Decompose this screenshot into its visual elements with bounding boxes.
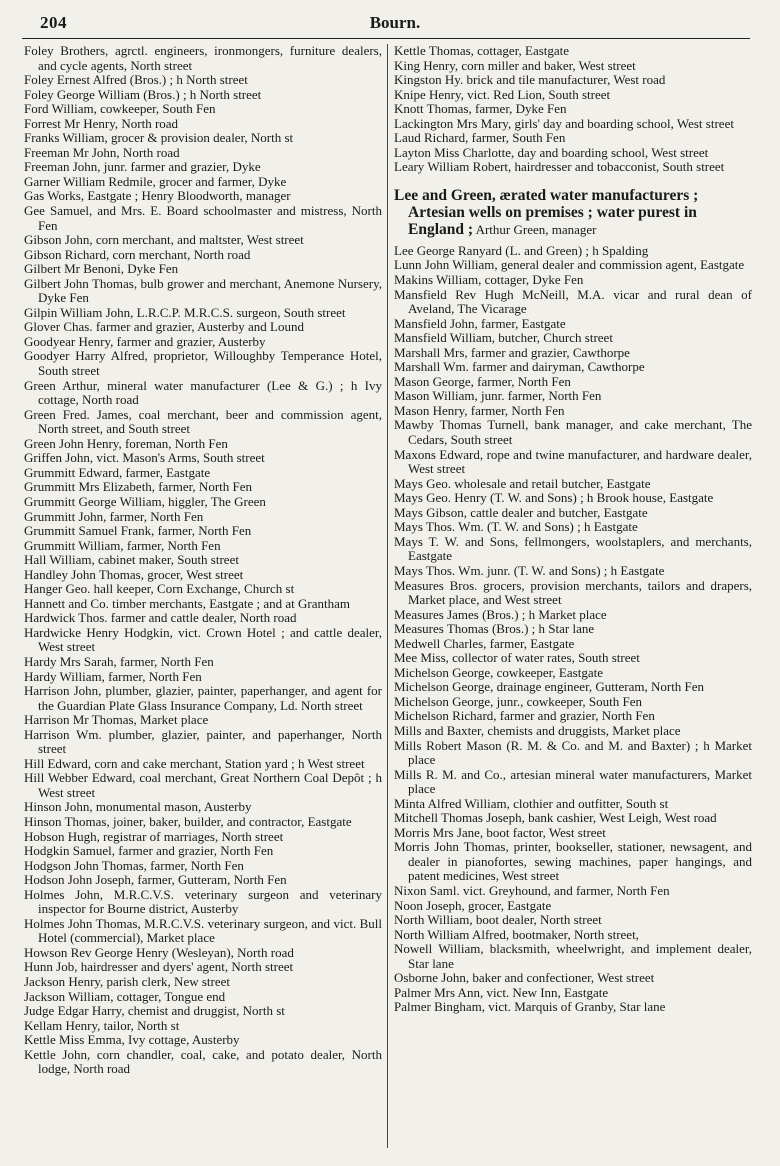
directory-entry: Hannett and Co. timber merchants, Eastgate ; and at Grantham: [24, 595, 350, 611]
directory-entry: Maxons Edward, rope and twine manufacturer, and hardware dealer, West street: [394, 446, 752, 477]
left-column: [24, 44, 382, 1077]
directory-entry: Hobson Hugh, registrar of marriages, North street: [24, 828, 284, 844]
directory-entry: Hardy William, farmer, North Fen: [24, 668, 202, 684]
directory-entry: King Henry, corn miller and baker, West street: [394, 57, 636, 73]
directory-entry: Noon Joseph, grocer, Eastgate: [394, 897, 552, 913]
directory-entry: Kettle Miss Emma, Ivy cottage, Austerby: [24, 1032, 240, 1048]
directory-entry: Gas Works, Eastgate ; Henry Bloodworth, manager: [24, 188, 291, 204]
directory-entry: Palmer Bingham, vict. Marquis of Granby, Star lane: [394, 999, 666, 1015]
directory-entry: Mays Thos. Wm. junr. (T. W. and Sons) ; h Eastgate: [394, 562, 665, 578]
directory-entry: Lee George Ranyard (L. and Green) ; h Spalding: [394, 242, 649, 258]
directory-entry: North William, boot dealer, North street: [394, 912, 602, 928]
directory-entry: Mansfield William, butcher, Church street: [394, 330, 613, 346]
directory-entry: Griffen John, vict. Mason's Arms, South street: [24, 450, 265, 466]
right-column-bottom: [394, 244, 752, 1015]
directory-entry: Mays Geo. Henry (T. W. and Sons) ; h Brook house, Eastgate: [394, 490, 714, 506]
directory-entry: Grummitt Samuel Frank, farmer, North Fen: [24, 523, 252, 539]
directory-entry: Measures James (Bros.) ; h Market place: [394, 606, 607, 622]
page-header: [40, 13, 750, 39]
directory-entry: Grummitt John, farmer, North Fen: [24, 508, 204, 524]
directory-entry: Measures Thomas (Bros.) ; h Star lane: [394, 621, 595, 637]
directory-entry: Marshall Mrs, farmer and grazier, Cawthorpe: [394, 344, 630, 360]
page-number: 204: [40, 13, 67, 32]
directory-entry: Measures Bros. grocers, provision merchants, tailors and drapers, Market place, and West street: [394, 577, 752, 608]
directory-entry: Garner William Redmile, grocer and farmer, Dyke: [24, 173, 287, 189]
directory-entry: Mason George, farmer, North Fen: [394, 373, 571, 389]
directory-entry: Handley John Thomas, grocer, West street: [24, 566, 244, 582]
directory-entry: Foley George William (Bros.) ; h North street: [24, 86, 262, 102]
directory-entry: Franks William, grocer & provision dealer, North st: [24, 130, 294, 146]
directory-entry: Hanger Geo. hall keeper, Corn Exchange, Church st: [24, 581, 295, 597]
directory-entry: Mason Henry, farmer, North Fen: [394, 402, 565, 418]
directory-entry: Hunn Job, hairdresser and dyers' agent, North street: [24, 959, 294, 975]
directory-entry: Kellam Henry, tailor, North st: [24, 1017, 180, 1033]
directory-entry: Laud Richard, farmer, South Fen: [394, 130, 566, 146]
directory-entry: Grummitt Edward, farmer, Eastgate: [24, 464, 211, 480]
directory-entry: Ford William, cowkeeper, South Fen: [24, 101, 216, 117]
directory-entry: Layton Miss Charlotte, day and boarding school, West street: [394, 144, 709, 160]
directory-entry: Hill Webber Edward, coal merchant, Great Northern Coal Depôt ; h West street: [24, 770, 382, 800]
directory-entry: Hardy Mrs Sarah, farmer, North Fen: [24, 653, 214, 669]
directory-entry: Gibson John, corn merchant, and maltster, West street: [24, 232, 304, 248]
directory-entry: Gilbert John Thomas, bulb grower and merchant, Anemone Nursery, Dyke Fen: [24, 275, 382, 306]
directory-entry: Palmer Mrs Ann, vict. New Inn, Eastgate: [394, 984, 609, 1000]
directory-entry: Forrest Mr Henry, North road: [24, 115, 179, 131]
directory-entry: Green Fred. James, coal merchant, beer and commission agent, North street, and South street: [24, 406, 382, 437]
directory-entry: Mansfield Rev Hugh McNeill, M.A. vicar and rural dean of Aveland, The Vicarage: [394, 286, 752, 317]
advertisement-bold-text: Lee and Green, ærated water manufacturers ; Artesian wells on premises ; water purest in England ;: [394, 186, 699, 238]
advertisement-normal-text: Arthur Green, manager: [473, 221, 597, 237]
directory-entry: Judge Edgar Harry, chemist and druggist, North st: [24, 1003, 285, 1019]
directory-entry: Hall William, cabinet maker, South street: [24, 552, 239, 568]
directory-entry: Foley Brothers, agrctl. engineers, ironmongers, furniture dealers, and cycle agents, North street: [24, 43, 382, 73]
directory-entry: Hodson John Joseph, farmer, Gutteram, North Fen: [24, 872, 287, 888]
directory-entry: Minta Alfred William, clothier and outfitter, South st: [394, 795, 669, 811]
directory-entry: Hinson John, monumental mason, Austerby: [24, 799, 252, 815]
directory-entry: Mason William, junr. farmer, North Fen: [394, 388, 602, 404]
directory-entry: North William Alfred, bootmaker, North street,: [394, 926, 639, 942]
directory-entry: Gibson Richard, corn merchant, North road: [24, 246, 251, 262]
directory-entry: Marshall Wm. farmer and dairyman, Cawthorpe: [394, 359, 645, 375]
directory-entry: Freeman Mr John, North road: [24, 144, 180, 160]
directory-entry: Osborne John, baker and confectioner, West street: [394, 970, 655, 986]
directory-entry: Holmes John Thomas, M.R.C.V.S. veterinary surgeon, and vict. Bull Hotel (commercial), Market place: [24, 915, 382, 946]
directory-entry: Grummitt George William, higgler, The Green: [24, 493, 266, 509]
directory-entry: Kettle Thomas, cottager, Eastgate: [394, 43, 570, 58]
directory-entry: Michelson George, junr., cowkeeper, South Fen: [394, 693, 642, 709]
directory-entry: Hardwicke Henry Hodgkin, vict. Crown Hotel ; and cattle dealer, West street: [24, 624, 382, 655]
right-column-top: [394, 44, 752, 175]
directory-entry: Lunn John William, general dealer and commission agent, Eastgate: [394, 257, 745, 273]
column-divider: [387, 44, 388, 1148]
directory-entry: Grummitt William, farmer, North Fen: [24, 537, 221, 553]
directory-entry: Mills and Baxter, chemists and druggists, Market place: [394, 722, 681, 738]
directory-entry: Harrison John, plumber, glazier, painter, paperhanger, and agent for the Guardian Plate Glass Insurance Company, Ld. North street: [24, 683, 382, 713]
directory-entry: Michelson Richard, farmer and grazier, North Fen: [394, 708, 655, 724]
directory-entry: Michelson George, drainage engineer, Gutteram, North Fen: [394, 679, 705, 695]
directory-entry: Green Arthur, mineral water manufacturer (Lee & G.) ; h Ivy cottage, North road: [24, 377, 382, 408]
directory-entry: Hardwick Thos. farmer and cattle dealer, North road: [24, 610, 297, 626]
directory-entry: Mawby Thomas Turnell, bank manager, and cake merchant, The Cedars, South street: [394, 417, 752, 448]
directory-entry: Makins William, cottager, Dyke Fen: [394, 272, 584, 288]
directory-entry: Mays Thos. Wm. (T. W. and Sons) ; h Eastgate: [394, 519, 638, 535]
directory-entry: Morris Mrs Jane, boot factor, West street: [394, 824, 606, 840]
right-column: [394, 44, 752, 1015]
directory-entry: Kettle John, corn chandler, coal, cake, and potato dealer, North lodge, North road: [24, 1046, 382, 1077]
directory-entry: Hodgson John Thomas, farmer, North Fen: [24, 857, 244, 873]
directory-entry: Glover Chas. farmer and grazier, Austerby and Lound: [24, 319, 304, 335]
directory-entry: Harrison Mr Thomas, Market place: [24, 712, 209, 728]
directory-entry: Michelson George, cowkeeper, Eastgate: [394, 664, 603, 680]
directory-entry: Howson Rev George Henry (Wesleyan), North road: [24, 944, 294, 960]
directory-entry: Mills R. M. and Co., artesian mineral water manufacturers, Market place: [394, 766, 752, 797]
directory-entry: Gee Samuel, and Mrs. E. Board schoolmaster and mistress, North Fen: [24, 203, 382, 233]
directory-entry: Mays Geo. wholesale and retail butcher, Eastgate: [394, 475, 651, 491]
directory-entry: Jackson William, cottager, Tongue end: [24, 988, 226, 1004]
directory-entry: Foley Ernest Alfred (Bros.) ; h North street: [24, 72, 248, 88]
directory-entry: Freeman John, junr. farmer and grazier, Dyke: [24, 159, 261, 175]
directory-entry: Hill Edward, corn and cake merchant, Station yard ; h West street: [24, 755, 365, 771]
directory-entry: Hodgkin Samuel, farmer and grazier, North Fen: [24, 843, 274, 859]
directory-entry: Morris John Thomas, printer, bookseller, stationer, newsagent, and dealer in pianofortes, sewing machines, paper hangings, and patent medicines, West street: [394, 839, 752, 884]
directory-entry: Medwell Charles, farmer, Eastgate: [394, 635, 575, 651]
directory-entry: Mitchell Thomas Joseph, bank cashier, West Leigh, West road: [394, 810, 717, 826]
directory-entry: Goodyear Henry, farmer and grazier, Austerby: [24, 333, 266, 349]
directory-entry: Harrison Wm. plumber, glazier, painter, and paperhanger, North street: [24, 726, 382, 757]
header-rule: [22, 38, 750, 39]
directory-entry: Mills Robert Mason (R. M. & Co. and M. and Baxter) ; h Market place: [394, 737, 752, 768]
directory-entry: Goodyer Harry Alfred, proprietor, Willoughby Temperance Hotel, South street: [24, 348, 382, 379]
directory-entry: Green John Henry, foreman, North Fen: [24, 435, 228, 451]
directory-entry: Grummitt Mrs Elizabeth, farmer, North Fen: [24, 479, 253, 495]
directory-entry: Holmes John, M.R.C.V.S. veterinary surgeon and veterinary inspector for Bourne district, Austerby: [24, 886, 382, 917]
directory-entry: Knipe Henry, vict. Red Lion, South street: [394, 86, 611, 102]
directory-entry: Kingston Hy. brick and tile manufacturer, West road: [394, 72, 666, 88]
directory-entry: Nowell William, blacksmith, wheelwright, and implement dealer, Star lane: [394, 941, 752, 971]
directory-entry: Mee Miss, collector of water rates, South street: [394, 650, 640, 666]
directory-entry: Mays Gibson, cattle dealer and butcher, Eastgate: [394, 504, 648, 520]
directory-entry: Lackington Mrs Mary, girls' day and boarding school, West street: [394, 115, 734, 131]
directory-entry: Mansfield John, farmer, Eastgate: [394, 315, 566, 331]
directory-entry: Knott Thomas, farmer, Dyke Fen: [394, 101, 567, 117]
directory-entry: Mays T. W. and Sons, fellmongers, woolstaplers, and merchants, Eastgate: [394, 533, 752, 564]
directory-entry: Gilbert Mr Benoni, Dyke Fen: [24, 261, 179, 277]
directory-entry: Leary William Robert, hairdresser and tobacconist, South street: [394, 159, 725, 175]
directory-entry: Hinson Thomas, joiner, baker, builder, and contractor, Eastgate: [24, 813, 352, 829]
page-title: Bourn.: [369, 13, 421, 32]
directory-entry: Jackson Henry, parish clerk, New street: [24, 974, 231, 989]
directory-entry: Nixon Saml. vict. Greyhound, and farmer, North Fen: [394, 882, 670, 898]
directory-entry: Gilpin William John, L.R.C.P. M.R.C.S. surgeon, South street: [24, 304, 346, 320]
advertisement-entry: [394, 187, 752, 238]
